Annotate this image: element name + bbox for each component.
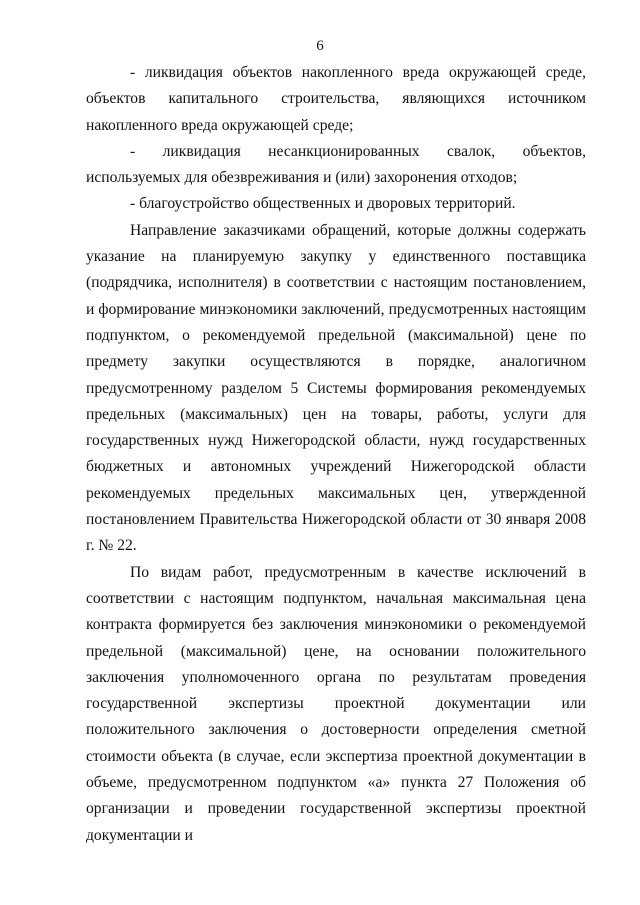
paragraph-list-item-1: - ликвидация объектов накопленного вреда окружающей среде, объектов капитального строительства, являющихся источником накопленного вреда окружающей среде; bbox=[86, 64, 586, 134]
paragraph-procurement-requests: Направление заказчиками обращений, которые должны содержать указание на планируемую закупку у единственного поставщика (подрядчика, исполнителя) в соответствии с настоящим постановлением, и формирование минэкономики заключений, предусмотренных настоящим подпунктом, о рекомендуемой предельной (максимальной) цене по предмету закупки осуществляются в порядке, аналогичном предусмотренному разделом 5 Системы формирования рекомендуемых предельных (максимальных) цен на товары, работы, услуги для государственных нужд Нижегородской области, нужд государственных бюджетных и автономных учреждений Нижегородской области рекомендуемых предельных максимальных цен, утвержденной постановлением Правительства Нижегородской области от 30 января 2008 г. № 22. bbox=[86, 221, 586, 555]
paragraph-price-formation: По видам работ, предусмотренным в качестве исключений в соответствии с настоящим подпунктом, начальная максимальная цена контракта формируется без заключения минэкономики о рекомендуемой предельной (максимальной) цене, на основании положительного заключения уполномоченного органа по результатам проведения государственной экспертизы проектной документации или положительного заключения о достоверности определения сметной стоимости объекта (в случае, если экспертиза проектной документации в объеме, предусмотренном подпунктом «а» пункта 27 Положения об организации и проведении государственной экспертизы проектной документации и bbox=[86, 563, 586, 844]
paragraph-list-item-3: - благоустройство общественных и дворовых территорий. bbox=[130, 195, 516, 213]
document-body bbox=[86, 60, 586, 849]
paragraph-list-item-2: - ликвидация несанкционированных свалок, объектов, используемых для обезвреживания и (или) захоронения отходов; bbox=[86, 142, 586, 187]
page-number: 6 bbox=[316, 38, 324, 54]
